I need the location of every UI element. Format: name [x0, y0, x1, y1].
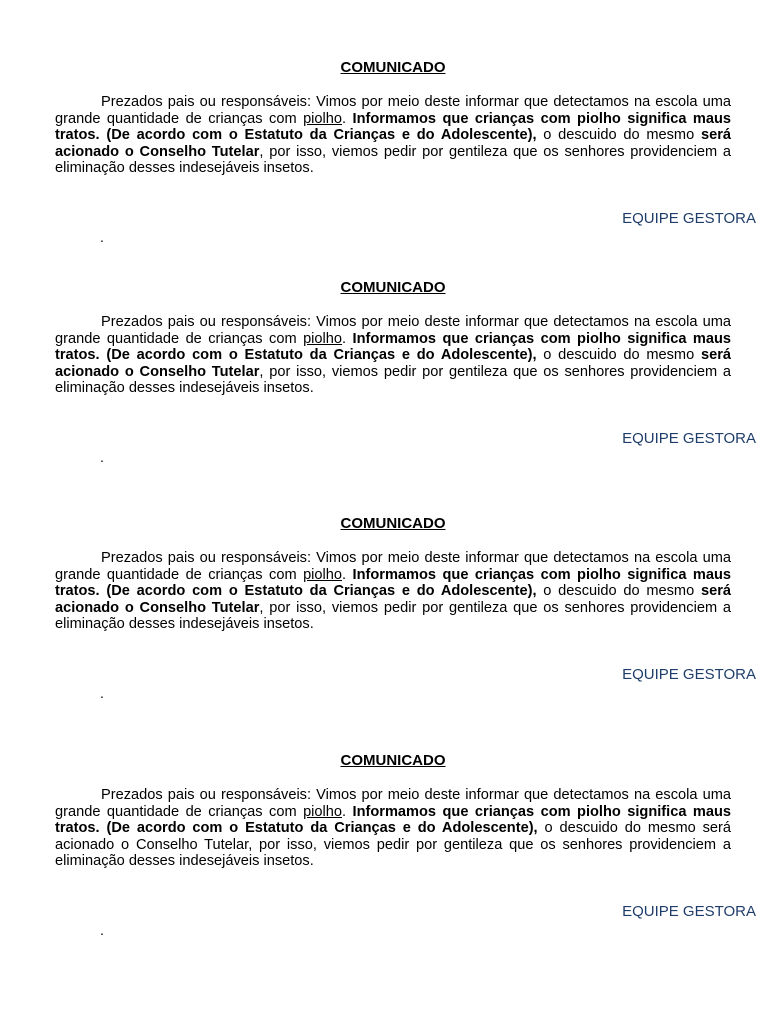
trailing-mark: . [100, 229, 104, 245]
notice-1 [55, 59, 731, 177]
notice-body [55, 787, 731, 870]
notice-body [55, 314, 731, 397]
after-underline: . [342, 110, 353, 127]
trailing-mark: . [100, 449, 104, 465]
underlined-word: piolho [303, 803, 343, 820]
council-phrase: será acionado o Conselho Tutelar [55, 347, 731, 380]
bold-statement: Informamos que crianças com piolho significa maus tratos. (De acordo com o Estatuto da Crianças e do Adolescente), [55, 803, 732, 837]
trailing-mark: . [100, 922, 104, 938]
signature: EQUIPE GESTORA [622, 430, 756, 447]
signature: EQUIPE GESTORA [622, 666, 756, 683]
notice-title: COMUNICADO [340, 59, 446, 76]
notice-4 [55, 752, 731, 870]
council-phrase: será acionado o Conselho Tutelar [55, 820, 731, 853]
bold-statement: Informamos que crianças com piolho significa maus tratos. (De acordo com o Estatuto da Crianças e do Adolescente), [55, 110, 732, 144]
closing-text: , por isso, viemos pedir por gentileza que os senhores providenciem a eliminação desses indesejáveis insetos. [55, 836, 731, 870]
notice-title: COMUNICADO [340, 515, 446, 532]
intro-text: Prezados pais ou responsáveis: Vimos por meio deste informar que detectamos na escola uma grande quantidade de crianças com [55, 550, 731, 583]
notice-title: COMUNICADO [340, 752, 446, 769]
notice-title: COMUNICADO [340, 279, 446, 296]
middle-text: o descuido do mesmo [536, 347, 701, 364]
notice-body [55, 94, 731, 177]
underlined-word: piolho [303, 330, 343, 347]
underlined-word: piolho [303, 110, 343, 127]
notice-3 [55, 515, 731, 633]
signature: EQUIPE GESTORA [622, 903, 756, 920]
closing-text: , por isso, viemos pedir por gentileza que os senhores providenciem a eliminação desses indesejáveis insetos. [55, 363, 731, 397]
middle-text: o descuido do mesmo [536, 127, 701, 144]
council-phrase: será acionado o Conselho Tutelar [55, 583, 731, 616]
after-underline: . [342, 566, 353, 583]
closing-text: , por isso, viemos pedir por gentileza que os senhores providenciem a eliminação desses indesejáveis insetos. [55, 599, 731, 633]
bold-statement: Informamos que crianças com piolho significa maus tratos. (De acordo com o Estatuto da Crianças e do Adolescente), [55, 330, 732, 364]
notice-2 [55, 279, 731, 397]
notice-body [55, 550, 731, 633]
middle-text: o descuido do mesmo [536, 583, 701, 600]
council-phrase: será acionado o Conselho Tutelar [55, 127, 731, 160]
signature: EQUIPE GESTORA [622, 210, 756, 227]
after-underline: . [342, 803, 353, 820]
intro-text: Prezados pais ou responsáveis: Vimos por meio deste informar que detectamos na escola uma grande quantidade de crianças com [55, 94, 731, 127]
middle-text: o descuido do mesmo [537, 820, 703, 837]
intro-text: Prezados pais ou responsáveis: Vimos por meio deste informar que detectamos na escola uma grande quantidade de crianças com [55, 314, 731, 347]
bold-statement: Informamos que crianças com piolho significa maus tratos. (De acordo com o Estatuto da Crianças e do Adolescente), [55, 566, 732, 600]
underlined-word: piolho [303, 566, 343, 583]
after-underline: . [342, 330, 353, 347]
intro-text: Prezados pais ou responsáveis: Vimos por meio deste informar que detectamos na escola uma grande quantidade de crianças com [55, 787, 731, 820]
trailing-mark: . [100, 685, 104, 701]
closing-text: , por isso, viemos pedir por gentileza que os senhores providenciem a eliminação desses indesejáveis insetos. [55, 143, 731, 177]
